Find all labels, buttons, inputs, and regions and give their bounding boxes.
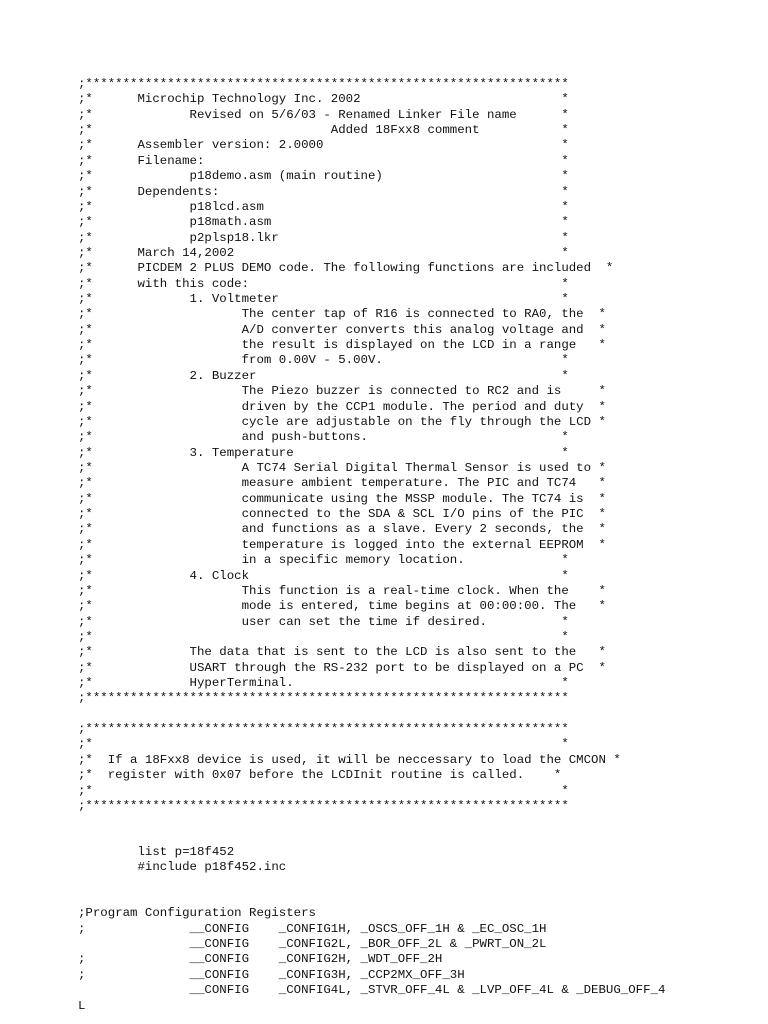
code-line: ;* from 0.00V - 5.00V. *: [78, 353, 569, 368]
code-line: ;*****************************************************************: [78, 77, 569, 91]
code-line: ;* The center tap of R16 is connected to RA0, the *: [78, 307, 606, 322]
code-line: ;* This function is a real-time clock. When the *: [78, 583, 606, 598]
code-line: ;* PICDEM 2 PLUS DEMO code. The following functions are included *: [78, 261, 614, 276]
code-line: ;* register with 0x07 before the LCDInit routine is called. *: [78, 768, 562, 783]
code-line: ;* p18demo.asm (main routine) *: [78, 169, 569, 184]
code-line: ;* Filename: *: [78, 153, 569, 168]
code-line: ;* The data that is sent to the LCD is also sent to the *: [78, 645, 606, 660]
code-line: ;* Revised on 5/6/03 - Renamed Linker File name *: [78, 107, 569, 122]
code-line: ;* March 14,2002 *: [78, 245, 569, 260]
code-line: ;* cycle are adjustable on the fly through the LCD *: [78, 414, 606, 429]
code-line: ;*****************************************************************: [78, 722, 569, 737]
code-line: ; __CONFIG _CONFIG1H, _OSCS_OFF_1H & _EC_OSC_1H: [78, 921, 547, 936]
code-line: ;* A/D converter converts this analog voltage and *: [78, 322, 606, 337]
code-line: ; __CONFIG _CONFIG3H, _CCP2MX_OFF_3H: [78, 967, 465, 982]
code-line: [78, 707, 758, 722]
code-line: ;* Dependents: *: [78, 184, 569, 199]
code-line: ;Program Configuration Registers: [78, 906, 316, 921]
code-line: ;* with this code: *: [78, 276, 569, 291]
code-line: ;* p18lcd.asm *: [78, 199, 569, 214]
code-line: L: [78, 998, 86, 1013]
code-line: ;*****************************************************************: [78, 798, 569, 813]
code-line: ;* in a specific memory location. *: [78, 553, 569, 568]
code-line: ;* The Piezo buzzer is connected to RC2 and is *: [78, 384, 606, 399]
code-line: ;* Microchip Technology Inc. 2002 *: [78, 92, 569, 107]
code-line: ;* *: [78, 737, 569, 752]
code-line: ;* HyperTerminal. *: [78, 676, 569, 691]
code-line: ; __CONFIG _CONFIG2H, _WDT_OFF_2H: [78, 952, 443, 967]
code-line: ;* 3. Temperature *: [78, 445, 569, 460]
code-line: [78, 876, 758, 891]
code-line: ;* Assembler version: 2.0000 *: [78, 138, 569, 153]
code-line: ;* USART through the RS-232 port to be displayed on a PC *: [78, 660, 606, 675]
code-line: ;* *: [78, 629, 569, 644]
code-line: ;* user can set the time if desired. *: [78, 614, 569, 629]
code-line: ;* A TC74 Serial Digital Thermal Sensor is used to *: [78, 460, 606, 475]
code-line: __CONFIG _CONFIG4L, _STVR_OFF_4L & _LVP_OFF_4L & _DEBUG_OFF_4: [78, 983, 666, 998]
code-line: [78, 891, 758, 906]
code-line: ;* the result is displayed on the LCD in a range *: [78, 338, 606, 353]
code-line: ;* and push-buttons. *: [78, 430, 569, 445]
code-line: ;* 2. Buzzer *: [78, 368, 569, 383]
code-line: ;* *: [78, 783, 569, 798]
code-line: ;* If a 18Fxx8 device is used, it will be neccessary to load the CMCON *: [78, 752, 621, 767]
code-line: ;* temperature is logged into the external EEPROM *: [78, 537, 606, 552]
code-line: ;* connected to the SDA & SCL I/O pins of the PIC *: [78, 507, 606, 522]
code-line: [78, 830, 758, 845]
code-line: ;* 4. Clock *: [78, 568, 569, 583]
code-line: ;* Added 18Fxx8 comment *: [78, 123, 569, 138]
code-line: list p=18f452: [78, 844, 235, 859]
code-line: ;* communicate using the MSSP module. The TC74 is *: [78, 491, 606, 506]
code-line: ;* driven by the CCP1 module. The period and duty *: [78, 399, 606, 414]
code-line: ;* p2plsp18.lkr *: [78, 230, 569, 245]
code-line: ;* measure ambient temperature. The PIC and TC74 *: [78, 476, 606, 491]
code-line: ;* 1. Voltmeter *: [78, 292, 569, 307]
code-line: ;*****************************************************************: [78, 691, 569, 706]
code-line: [78, 814, 758, 829]
code-line: #include p18f452.inc: [78, 860, 287, 875]
code-line: ;* p18math.asm *: [78, 215, 569, 230]
code-line: ;* and functions as a slave. Every 2 seconds, the *: [78, 522, 606, 537]
code-line: ;* mode is entered, time begins at 00:00:00. The *: [78, 599, 606, 614]
code-line: __CONFIG _CONFIG2L, _BOR_OFF_2L & _PWRT_ON_2L: [78, 937, 547, 952]
source-code-document: [78, 77, 758, 1014]
